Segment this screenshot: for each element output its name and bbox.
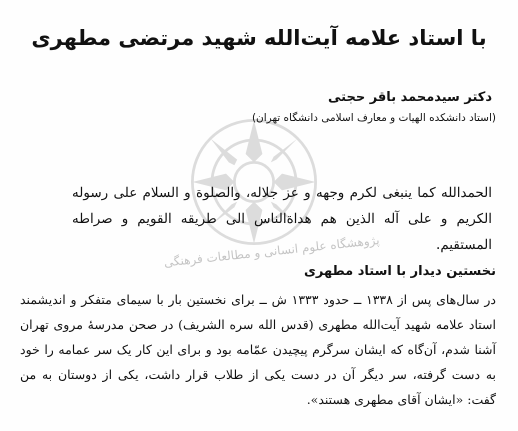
section-heading: نخستین دیدار با استاد مطهری <box>303 264 496 279</box>
author-name: دکتر سیدمحمد باقر حجتی <box>327 90 492 105</box>
watermark-text: پژوهشگاه علوم انسانی و مطالعات فرهنگی <box>163 233 381 270</box>
author-affiliation: (استاد دانشکده الهیات و معارف اسلامی دانشگاه تهران) <box>251 112 496 124</box>
body-paragraph: در سال‌های پس از ۱۳۳۸ ــ حدود ۱۳۳۳ ش ــ برای نخستین بار با سیمای متفکر و اندیشمند استاد علامه شهید آیت‌الله مطهری (قدس الله سره الشریف) در صحن مدرسهٔ مروی تهران آشنا شدم، آن‌گاه که ایشان سرگرم پیچیدن عمّامه بود و برای این کار یک سر عمامه را خود به دست گرفته، سر دیگر آن در دست یکی از طلاب قرار داشت، یکی از دوستان به من گفت: «ایشان آقای مطهری هستند». <box>20 292 496 407</box>
article-title: با استاد علامه آیت‌الله شهید مرتضی مطهری <box>31 26 487 50</box>
opening-prayer: الحمدالله کما ینبغی لکرم وجهه و عز جلاله، والصلوة و السلام علی رسوله الکریم و علی آله الذین هم هداةالناس الی طریقه القویم و صراطه المستقیم. <box>72 185 492 253</box>
